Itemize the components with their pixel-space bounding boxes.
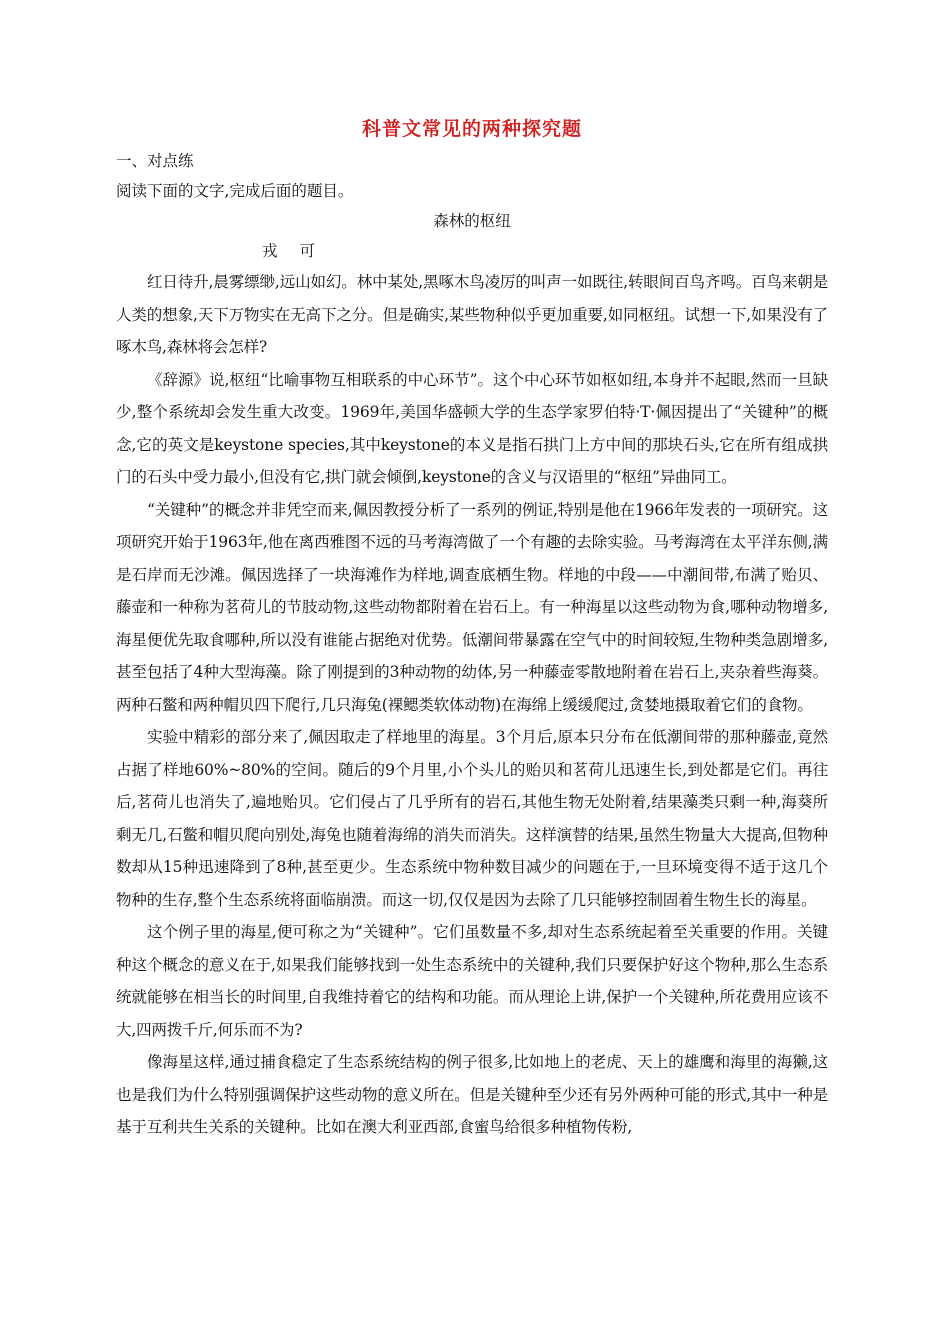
author-name-first: 戎: [262, 242, 278, 260]
instruction-text: 阅读下面的文字,完成后面的题目。: [116, 182, 354, 200]
paragraph-4: 实验中精彩的部分来了,佩因取走了样地里的海星。3个月后,原本只分布在低潮间带的那种藤壶,竟然占据了样地60%~80%的空间。随后的9个月里,小个头儿的贻贝和茗荷儿迅速生长,到处都是它们。再往后,茗荷儿也消失了,遍地贻贝。它们侵占了几乎所有的岩石,其他生物无处附着,结果藻类只剩一种,海葵所剩无几,石鳖和帽贝爬向别处,海兔也随着海绵的消失而消失。这样演替的结果,虽然生物量大大提高,但物种数却从15种迅速降到了8种,甚至更少。生态系统中物种数目减少的问题在于,一旦环境变得不适于这几个物种的生存,整个生态系统将面临崩溃。而这一切,仅仅是因为去除了几只能够控制固着生物生长的海星。: [116, 728, 828, 909]
article-title: 森林的枢纽: [433, 212, 511, 230]
paragraph-6: 像海星这样,通过捕食稳定了生态系统结构的例子很多,比如地上的老虎、天上的雄鹰和海里的海獭,这也是我们为什么特别强调保护这些动物的意义所在。但是关键种至少还有另外两种可能的形式,其中一种是基于互利共生关系的关键种。比如在澳大利亚西部,食蜜鸟给很多种植物传粉,: [116, 1053, 828, 1136]
paragraph-2: 《辞源》说,枢纽“比喻事物互相联系的中心环节”。这个中心环节如枢如纽,本身并不起眼,然而一旦缺少,整个系统却会发生重大改变。1969年,美国华盛顿大学的生态学家罗伯特·T·佩因提出了“关键种”的概念,它的英文是keystone species,其中keystone的本义是指石拱门上方中间的那块石头,它在所有组成拱门的石头中受力最小,但没有它,拱门就会倾倒,keystone的含义与汉语里的“枢纽”异曲同工。: [116, 370, 828, 486]
paragraph-1: 红日待升,晨雾缥缈,远山如幻。林中某处,黑啄木鸟凌厉的叫声一如既往,转眼间百鸟齐鸣。百鸟来朝是人类的想象,天下万物实在无高下之分。但是确实,某些物种似乎更加重要,如同枢纽。试想一下,如果没有了啄木鸟,森林将会怎样?: [116, 273, 828, 356]
section-heading: 一、对点练: [116, 152, 194, 170]
paragraph-3: “关键种”的概念并非凭空而来,佩因教授分析了一系列的例证,特别是他在1966年发表的一项研究。这项研究开始于1963年,他在离西雅图不远的马考海湾做了一个有趣的去除实验。马考海湾在太平洋东侧,满是石岸而无沙滩。佩因选择了一块海滩作为样地,调查底栖生物。样地的中段——中潮间带,布满了贻贝、藤壶和一种称为茗荷儿的节肢动物,这些动物都附着在岩石上。有一种海星以这些动物为食,哪种动物增多,海星便优先取食哪种,所以没有谁能占据绝对优势。低潮间带暴露在空气中的时间较短,生物种类急剧增多,甚至包括了4种大型海藻。除了刚提到的3种动物的幼体,另一种藤壶零散地附着在岩石上,夹杂着些海葵。两种石鳖和两种帽贝四下爬行,几只海兔(裸鳃类软体动物)在海绵上缓缓爬过,贪婪地摄取着它们的食物。: [116, 500, 828, 714]
document-page: [116, 112, 828, 1144]
author-name-second: 可: [299, 242, 316, 260]
paragraph-5: 这个例子里的海星,便可称之为“关键种”。它们虽数量不多,却对生态系统起着至关重要的作用。关键种这个概念的意义在于,如果我们能够找到一处生态系统中的关键种,我们只要保护好这个物种,那么生态系统就能够在相当长的时间里,自我维持着它的结构和功能。而从理论上讲,保护一个关键种,所花费用应该不大,四两拨千斤,何乐而不为?: [116, 923, 828, 1039]
document-title: 科普文常见的两种探究题: [361, 118, 582, 140]
article-author: [116, 236, 828, 266]
